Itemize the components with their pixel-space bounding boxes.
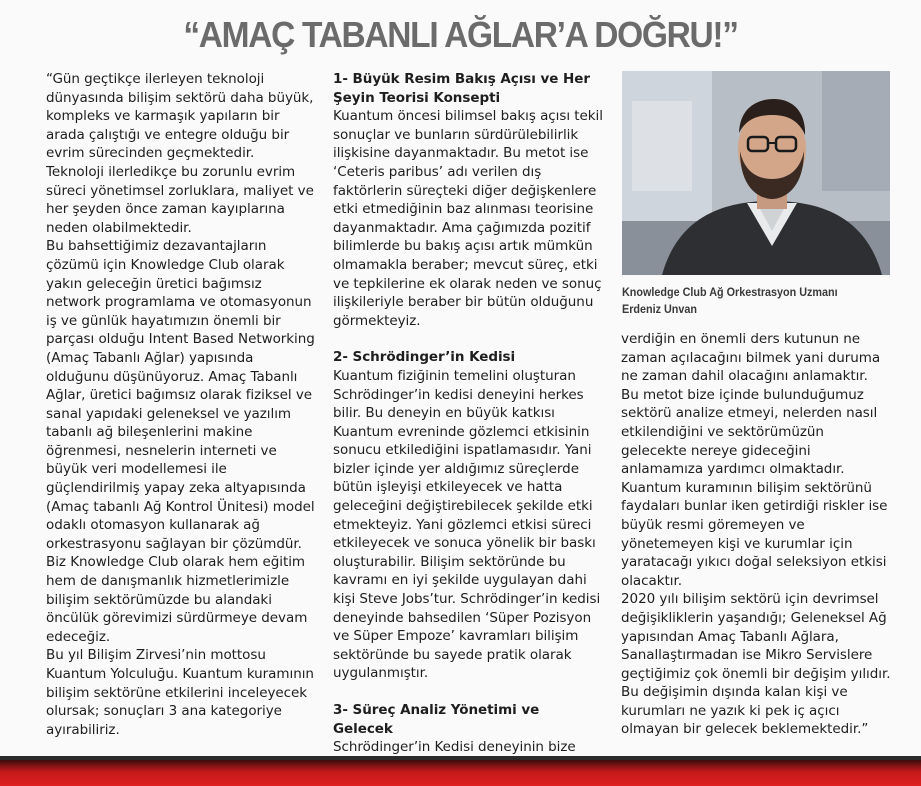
paragraph: “Gün geçtikçe ilerleyen teknoloji dünyasında bilişim sektörü daha büyük, kompleks ve karmaşık yapıların bir arada çalıştığı ve entegre olduğu bir evrim sürecinden geçmektedir. Teknoloji ilerledikçe bu zorunlu evrim süreci yönetimsel zorluklara, maliyet ve her şeyden önce zaman kayıplarına neden olabilmektedir. <box>46 71 314 236</box>
paragraph: Bu bahsettiğimiz dezavantajların çözümü için Knowledge Club olarak yakın geleceğin üretici bağımsız network programlama ve otomasyonun iş ve günlük hayatımızın önemli bir parçası olduğu Intent Based Networking (Amaç Tabanlı Ağlar) yapısında olduğunu düşünüyoruz. Amaç Tabanlı Ağlar, üretici bağımsız olarak fiziksel ve sanal yapıdaki geleneksel ve yazılım tabanlı ağ bileşenlerini makine öğrenmesi, nesnelerin interneti ve büyük veri modellemesi ile güçlendirilmiş yapay zeka altyapısında (Amaç tabanlı Ağ Kontrol Ünitesi) model odaklı otomasyon kullanarak ağ orkestrasyonu sağlayan bir çözümdür. Biz Knowledge Club olarak hem eğitim hem de danışmanlık hizmetlerimizle bilişim sektörümüzde bu alandaki öncülük görevimizi sürdürmeye devam edeceğiz. <box>46 238 315 645</box>
section-heading: 1- Büyük Resim Bakış Açısı ve Her Şeyin Teorisi Konsepti <box>333 71 590 106</box>
caption-line: Erdeniz Unvan <box>622 302 698 316</box>
caption-line: Knowledge Club Ağ Orkestrasyon Uzmanı <box>622 285 838 299</box>
column-left <box>46 70 316 739</box>
section-heading: 3- Süreç Analiz Yönetimi ve Gelecek <box>333 702 540 737</box>
footer-band <box>0 760 921 786</box>
column-middle <box>333 70 603 757</box>
column-right <box>621 330 893 739</box>
paragraph: verdiğin en önemli ders kutunun ne zaman açılacağını bilmek yani duruma ne zaman dahil olacağını anlamaktır. <box>621 331 881 385</box>
portrait-illustration <box>622 71 890 275</box>
paragraph: Kuantum fiziğinin temelini oluşturan Schrödinger’in kedisi deneyini herkes bilir. Bu deneyin en büyük katkısı Kuantum evreninde gözlemci etkisinin sonucu etkilediğini ispatlamasıdır. Yani bizler içinde yer aldığımız süreçlerde bütün işleyişi etkileyecek ve hatta geleceğini değiştirebilecek şekilde etki etmekteyiz. Yani gözlemci etkisi süreci etkileyecek ve sonuca yönelik bir baskı oluşturabilir. Bilişim sektöründe bu kavramı en iyi şekilde uygulayan dahi kişi Steve Jobs’tur. Schrödinger’in kedisi deneyinde bahsedilen ‘Süper Pozisyon ve Süper Empoze’ kavramları bilişim sektöründe bu sayede pratik olarak uygulanmıştır. <box>333 367 601 682</box>
paragraph: 2020 yılı bilişim sektörü için devrimsel değişikliklerin yaşandığı; Geleneksel Ağ yapısından Amaç Tabanlı Ağlara, Sanallaştırmadan ise Mikro Servislere geçtiğimiz çok önemli bir değişim yılıdır. Bu değişimin dışında kalan kişi ve kurumları ne yazık ki pek iç açıcı olmayan bir gelecek beklemektedir.” <box>621 591 891 738</box>
paragraph: Kuantum kuramının bilişim sektörünü faydaları bunlar iken getirdiği riskler ise büyük resmi göremeyen ve yönetemeyen kişi ve kurumlar için yaratacağı yıkıcı doğal seleksiyon etkisi olacaktır. <box>621 479 888 589</box>
portrait-photo <box>622 71 890 275</box>
paragraph: Bu yıl Bilişim Zirvesi’nin mottosu Kuantum Yolculuğu. Kuantum kuramının bilişim sektörüne etkilerini inceleyecek olursak; sonuçları 3 ana kategoriye ayırabiliriz. <box>46 647 314 738</box>
paragraph: Bu metot bize içinde bulunduğumuz sektörü analize etmeyi, nelerden nasıl etkilendiğini ve sektörümüzün gelecekte nereye gideceğini anlamamıza yardımcı olmaktadır. <box>621 386 878 478</box>
article-title: “AMAÇ TABANLI AĞLAR’A DOĞRU!” <box>183 14 738 55</box>
paragraph: Schrödinger’in Kedisi deneyinin bize <box>333 739 576 756</box>
photo-caption <box>622 284 863 318</box>
section-heading: 2- Schrödinger’in Kedisi <box>333 349 516 366</box>
paragraph: Kuantum öncesi bilimsel bakış açısı tekil sonuçlar ve bunların sürdürülebilirlik ilişkisine dayanmaktadır. Bu metot ise ‘Ceteris paribus’ adı verilen dış faktörlerin süreçteki diğer değişkenlere etki etmediğinin baz alınması teorisine dayanmaktadır. Ama çağımızda pozitif bilimlerde bu bakış açısı artık mümkün olmamakla beraber; mevcut süreç, etki ve tepkilerine ek olarak neden ve sonuç ilişkileriyle beraber bir bütün olduğunu görmekteyiz. <box>333 108 603 329</box>
